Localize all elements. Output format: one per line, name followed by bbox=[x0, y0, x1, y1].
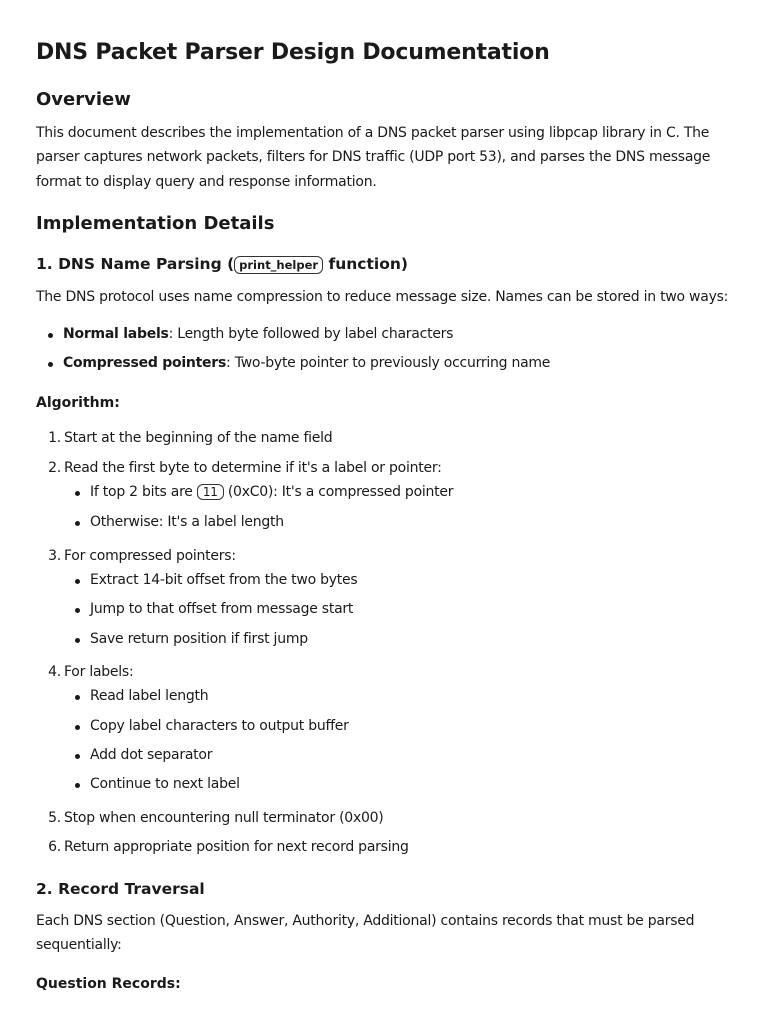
step-text: For compressed pointers: bbox=[64, 548, 236, 564]
bullet-text: : Length byte followed by label characters bbox=[168, 326, 454, 342]
section-2-line-1: Each DNS section (Question, Answer, Authority, Additional) contains records that must be parsed bbox=[36, 913, 695, 929]
bits-code: 11 bbox=[197, 484, 224, 500]
step-1 bbox=[46, 430, 332, 446]
section-1-heading bbox=[36, 255, 408, 273]
overview-heading: Overview bbox=[36, 89, 131, 110]
step-text: Start at the beginning of the name field bbox=[64, 430, 333, 446]
sub-item-text: If top 2 bits are bbox=[90, 484, 197, 500]
sub-list-item bbox=[90, 484, 453, 500]
overview-line-2: parser captures network packets, filters for DNS traffic (UDP port 53), and parses the DNS message bbox=[36, 149, 711, 165]
section-2-heading: 2. Record Traversal bbox=[36, 880, 205, 898]
section-1-intro: The DNS protocol uses name compression to reduce message size. Names can be stored in two ways: bbox=[36, 289, 729, 305]
bullet-bold: Compressed pointers bbox=[63, 355, 227, 371]
list-item bbox=[63, 326, 453, 342]
bullet-text: : Two-byte pointer to previously occurring name bbox=[226, 355, 551, 371]
step-text: Stop when encountering null terminator (0x00) bbox=[64, 810, 384, 826]
sub-list-item: Otherwise: It's a label length bbox=[90, 514, 284, 530]
step-text: Read the first byte to determine if it's a label or pointer: bbox=[64, 460, 442, 476]
step-number: 5. bbox=[48, 810, 61, 826]
overview-line-3: format to display query and response information. bbox=[36, 174, 377, 190]
step-text: For labels: bbox=[64, 664, 134, 680]
step-text: Return appropriate position for next record parsing bbox=[64, 839, 409, 855]
page-title: DNS Packet Parser Design Documentation bbox=[36, 40, 550, 65]
overview-line-1: This document describes the implementation of a DNS packet parser using libpcap library in C. The bbox=[36, 125, 710, 141]
section-1-heading-prefix: 1. DNS Name Parsing ( bbox=[36, 255, 235, 273]
sub-list-item: Copy label characters to output buffer bbox=[90, 718, 349, 734]
sub-list-item: Extract 14-bit offset from the two bytes bbox=[90, 572, 358, 588]
step-6 bbox=[46, 839, 409, 855]
step-number: 6. bbox=[48, 839, 61, 855]
print-helper-code: print_helper bbox=[234, 256, 323, 274]
algorithm-label: Algorithm: bbox=[36, 395, 120, 411]
bullet-bold: Normal labels bbox=[63, 326, 169, 342]
step-number: 1. bbox=[48, 430, 61, 446]
sub-list-item: Continue to next label bbox=[90, 776, 240, 792]
list-item bbox=[63, 355, 550, 371]
step-number: 3. bbox=[48, 548, 61, 564]
section-1-heading-suffix: function) bbox=[323, 255, 408, 273]
step-number: 4. bbox=[48, 664, 61, 680]
step-number: 2. bbox=[48, 460, 61, 476]
sub-list-item: Jump to that offset from message start bbox=[90, 601, 354, 617]
step-4 bbox=[46, 664, 133, 680]
question-records-label: Question Records: bbox=[36, 976, 181, 992]
sub-list-item: Save return position if first jump bbox=[90, 631, 308, 647]
sub-list-item: Add dot separator bbox=[90, 747, 213, 763]
section-2-line-2: sequentially: bbox=[36, 937, 122, 953]
sub-list-item: Read label length bbox=[90, 688, 209, 704]
step-2 bbox=[46, 460, 442, 476]
step-3 bbox=[46, 548, 236, 564]
sub-item-text: (0xC0): It's a compressed pointer bbox=[223, 484, 454, 500]
step-5 bbox=[46, 810, 384, 826]
implementation-heading: Implementation Details bbox=[36, 213, 275, 234]
